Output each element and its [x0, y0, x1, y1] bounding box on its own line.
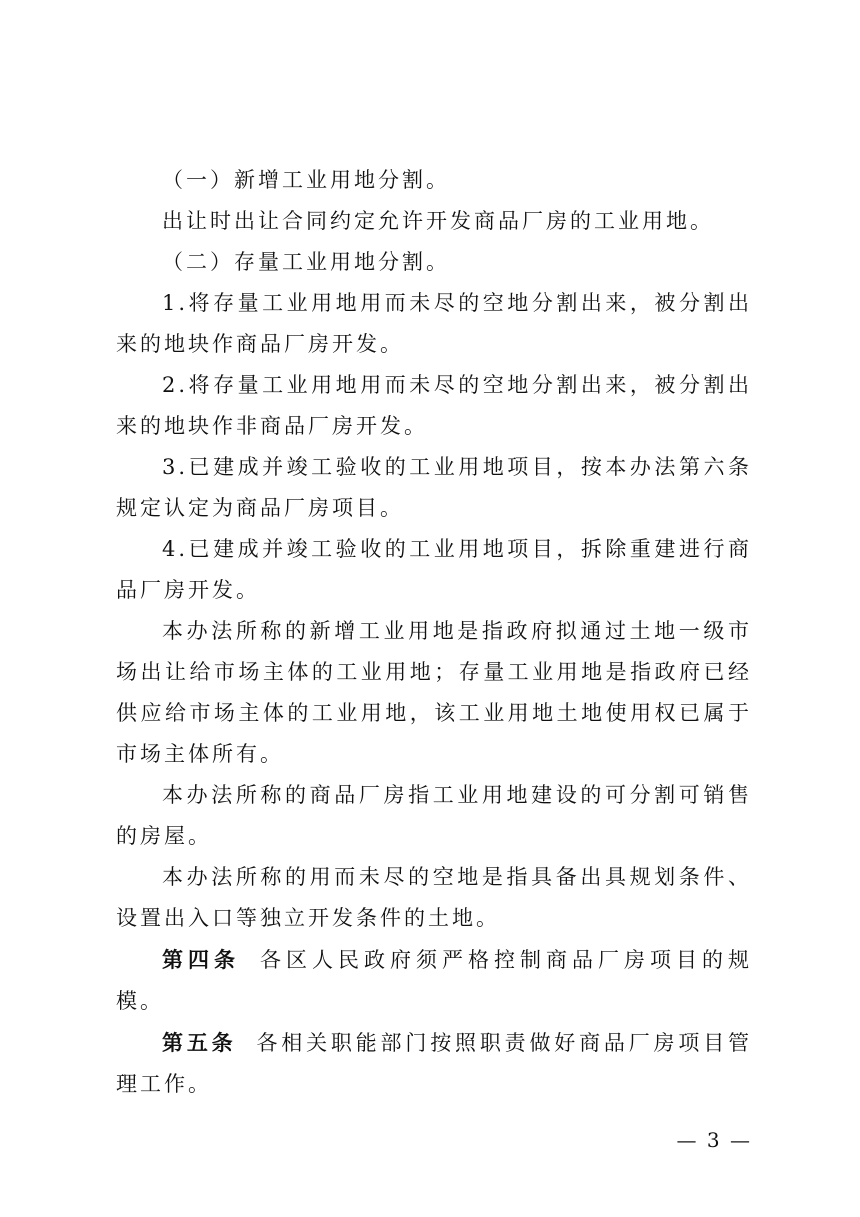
article-5-label: 第五条 — [162, 1030, 237, 1055]
paragraph-item-3: 3.已建成并竣工验收的工业用地项目，按本办法第六条规定认定为商品厂房项目。 — [116, 455, 752, 520]
document-body — [116, 160, 752, 1105]
article-5-text: 各相关职能部门按照职责做好商品厂房项目管理工作。 — [116, 1031, 753, 1096]
paragraph-new-industrial-land-heading: （一）新增工业用地分割。 — [162, 168, 450, 192]
article-4-text: 各区人民政府须严格控制商品厂房项目的规模。 — [116, 948, 752, 1013]
paragraph-existing-industrial-land-heading: （二）存量工业用地分割。 — [162, 250, 450, 274]
paragraph-unused-land-definition: 本办法所称的用而未尽的空地是指具备出具规划条件、设置出入口等独立开发条件的土地。 — [116, 865, 752, 930]
article-4 — [116, 939, 752, 1022]
paragraph-commercial-factory-definition: 本办法所称的商品厂房指工业用地建设的可分割可销售的房屋。 — [116, 783, 752, 848]
page-number: — 3 — — [676, 1128, 752, 1152]
article-4-label: 第四条 — [162, 947, 240, 972]
paragraph-land-definitions: 本办法所称的新增工业用地是指政府拟通过土地一级市场出让给市场主体的工业用地；存量工业用地是指政府已经供应给市场主体的工业用地，该工业用地土地使用权已属于市场主体所有。 — [116, 619, 752, 766]
paragraph-item-4: 4.已建成并竣工验收的工业用地项目，拆除重建进行商品厂房开发。 — [116, 537, 752, 602]
paragraph-item-1: 1.将存量工业用地用而未尽的空地分割出来，被分割出来的地块作商品厂房开发。 — [116, 291, 752, 356]
paragraph-item-2: 2.将存量工业用地用而未尽的空地分割出来，被分割出来的地块作非商品厂房开发。 — [116, 373, 752, 438]
paragraph-new-industrial-land-definition: 出让时出让合同约定允许开发商品厂房的工业用地。 — [162, 209, 714, 233]
article-5 — [116, 1022, 752, 1105]
